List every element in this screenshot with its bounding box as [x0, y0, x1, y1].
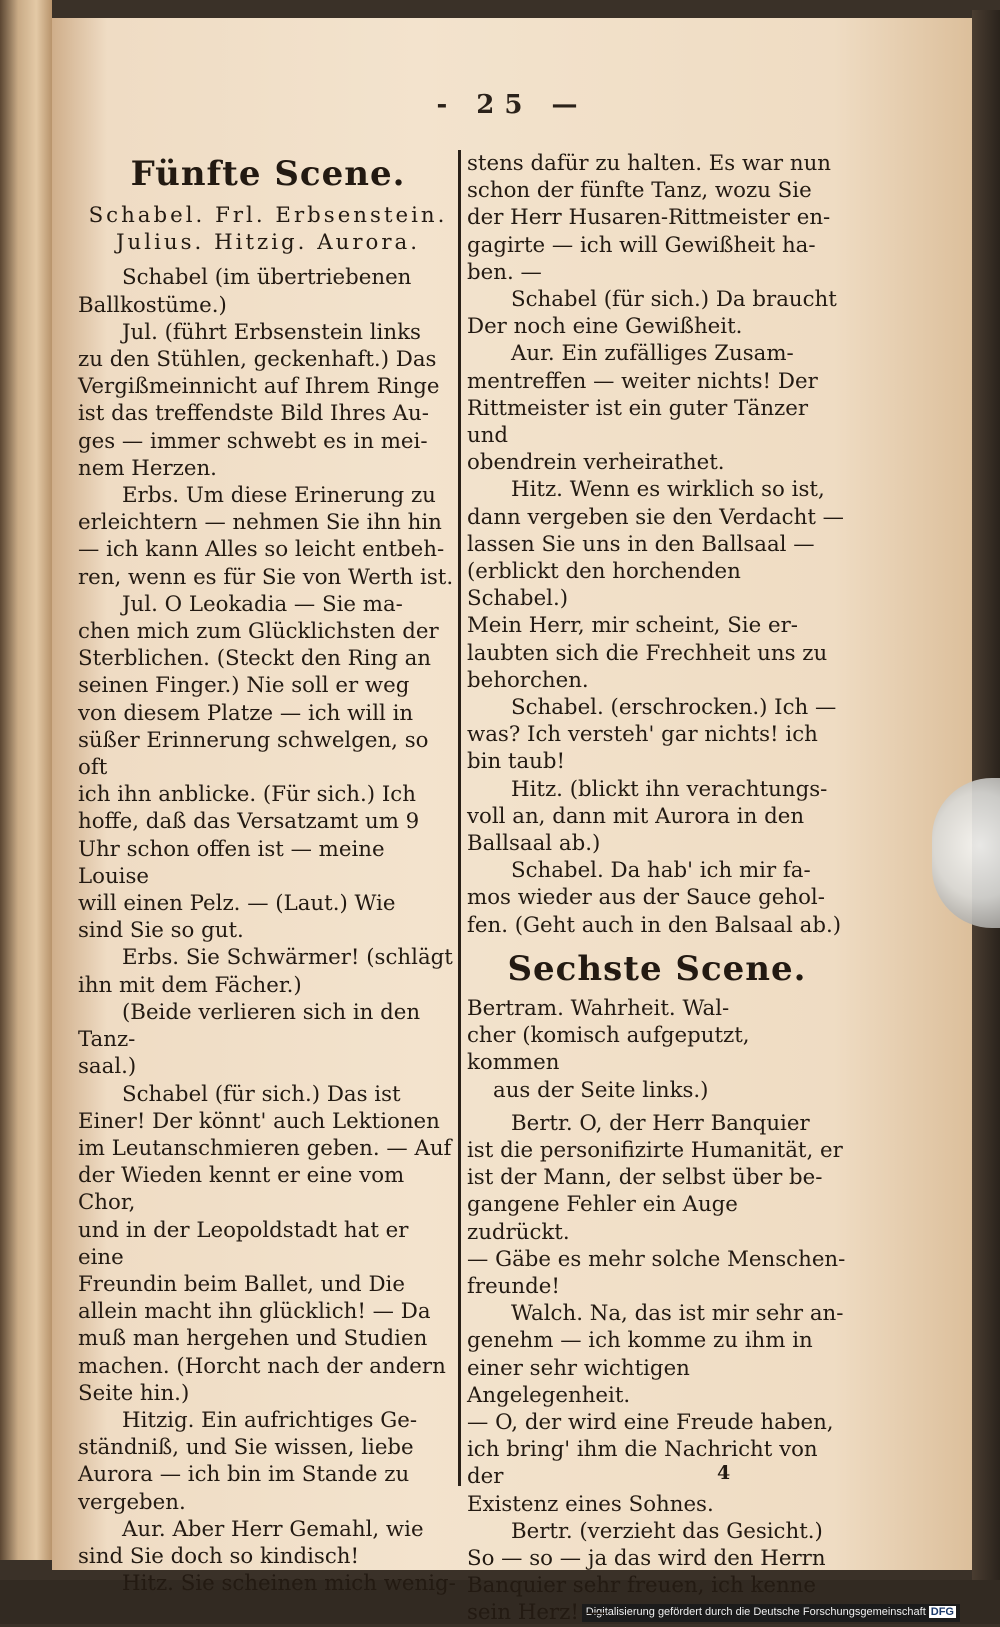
text-line: — ich kann Alles so leicht entbeh- [78, 537, 445, 563]
text-line: voll an, dann mit Aurora in den [467, 803, 805, 829]
text-line: Erbs. Um diese Erinerung zu [122, 483, 436, 509]
text-line: Hitzig. Ein aufrichtiges Ge- [122, 1407, 418, 1433]
text-line: sind Sie doch so kindisch! [78, 1543, 360, 1569]
text-line: (erblickt den horchenden Schabel.) [467, 559, 741, 612]
scene-title-fifth: Fünfte Scene. [130, 154, 406, 194]
text-line: Hitz. Sie scheinen mich wenig- [122, 1571, 456, 1597]
text-line: Aurora — ich bin im Stande zu [78, 1462, 410, 1488]
text-line: machen. (Horcht nach der andern [78, 1353, 446, 1379]
text-line: Schabel. (erschrocken.) Ich — [511, 695, 837, 721]
thumb-shadow [932, 778, 1000, 928]
right-text-lines-before [467, 150, 847, 939]
text-line: was? Ich versteh' gar nichts! ich [467, 722, 818, 748]
text-line: bin taub! [467, 749, 566, 775]
text-line: einer sehr wichtigen Angelegenheit. [467, 1355, 690, 1408]
text-line: Schabel (für sich.) Da braucht [511, 287, 837, 313]
text-line: — O, der wird eine Freude haben, [467, 1409, 834, 1435]
text-line: dann vergeben sie den Verdacht — [467, 504, 844, 530]
text-line: Erbs. Sie Schwärmer! (schlägt [122, 945, 453, 971]
text-line: Rittmeister ist ein guter Tänzer und [467, 395, 809, 449]
text-line: ihn mit dem Fächer.) [78, 972, 302, 998]
text-line: ich ihn anblicke. (Für sich.) Ich [78, 782, 416, 808]
text-line: mos wieder aus der Sauce gehol- [467, 885, 825, 911]
text-line: Aur. Aber Herr Gemahl, wie [122, 1516, 424, 1542]
text-line: schon der fünfte Tanz, wozu Sie [467, 178, 812, 204]
text-line: will einen Pelz. — (Laut.) Wie [78, 891, 396, 917]
text-line: allein macht ihn glücklich! — Da [78, 1299, 431, 1325]
text-line: Aur. Ein zufälliges Zusam- [511, 341, 794, 367]
text-line: ich bring' ihm die Nachricht von der [467, 1437, 818, 1490]
text-line: sein Herz! — [467, 1600, 608, 1626]
right-column [467, 150, 847, 1627]
text-line: ist die personifizirte Humanität, er [467, 1137, 843, 1163]
text-line: Freundin beim Ballet, und Die [78, 1271, 405, 1297]
text-line: laubten sich die Frechheit uns zu [467, 640, 828, 666]
text-line: ist der Mann, der selbst über be- [467, 1165, 823, 1191]
left-page-edge [0, 0, 52, 1560]
text-line: Hitz. (blickt ihn verachtungs- [511, 776, 828, 802]
text-line: saal.) [78, 1054, 137, 1080]
text-line: Der noch eine Gewißheit. [467, 314, 743, 340]
text-line: ständniß, und Sie wissen, liebe [78, 1435, 414, 1461]
text-line: Schabel. Da hab' ich mir fa- [511, 858, 811, 884]
text-line: obendrein verheirathet. [467, 450, 725, 476]
text-line: Vergißmeinnicht auf Ihrem Ringe [78, 374, 440, 400]
text-line: Ballkostüme.) [78, 292, 227, 318]
persons-line: Julius. Hitzig. Aurora. [116, 230, 420, 256]
text-line: stens dafür zu halten. Es war nun [467, 151, 832, 176]
left-column [78, 150, 458, 1597]
text-line: Einer! Der könnt' auch Lektionen [78, 1108, 440, 1134]
text-line: süßer Erinnerung schwelgen, so oft [78, 727, 429, 781]
text-line: Existenz eines Sohnes. [467, 1491, 714, 1517]
text-line: Jul. (führt Erbsenstein links [122, 319, 421, 345]
text-line: seinen Finger.) Nie soll er weg [78, 673, 410, 699]
text-line: Mein Herr, mir scheint, Sie er- [467, 613, 798, 639]
text-line: Banquier sehr freuen, ich kenne [467, 1573, 816, 1599]
text-line: Jul. O Leokadia — Sie ma- [122, 591, 403, 617]
text-line: Bertram. Wahrheit. Wal- [467, 995, 730, 1021]
text-line: fen. (Geht auch in den Balsaal ab.) [467, 912, 842, 938]
text-line: ben. — [467, 259, 542, 285]
text-line: Walch. Na, das ist mir sehr an- [511, 1301, 844, 1327]
text-line: von diesem Platze — ich will in [78, 700, 414, 726]
text-line: im Leutanschmieren geben. — Auf [78, 1135, 452, 1161]
text-line: Hitz. Wenn es wirklich so ist, [511, 477, 825, 503]
text-line: Sterblichen. (Steckt den Ring an [78, 646, 432, 672]
text-line: ren, wenn es für Sie von Werth ist. [78, 564, 454, 590]
text-line: chen mich zum Glücklichsten der [78, 619, 439, 645]
text-line: der Herr Husaren-Rittmeister en- [467, 205, 831, 231]
text-line: cher (komisch aufgeputzt, kommen [467, 1023, 750, 1076]
column-divider [458, 150, 461, 1486]
left-text-lines [78, 264, 458, 1597]
text-line: Schabel (im übertriebenen [122, 265, 412, 291]
text-line: Schabel (für sich.) Das ist [122, 1081, 401, 1107]
text-line: — Gäbe es mehr solche Menschen- [467, 1246, 846, 1272]
text-line: zu den Stühlen, geckenhaft.) Das [78, 347, 437, 373]
text-line: gangene Fehler ein Auge zudrückt. [467, 1192, 738, 1245]
text-line: Bertr. O, der Herr Banquier [511, 1110, 810, 1136]
text-line: vergeben. [78, 1489, 186, 1515]
page-number: - 25 — [436, 90, 588, 120]
sixth-scene-persons [467, 995, 847, 1104]
text-line: ist das treffendste Bild Ihres Au- [78, 401, 429, 427]
right-text-lines-after [467, 1110, 847, 1627]
text-line: (Beide verlieren sich in den Tanz- [78, 999, 421, 1053]
text-line: und in der Leopoldstadt hat er eine [78, 1217, 409, 1270]
credit-text: Digitalisierung gefördert durch die Deutsche Forschungsgemeinschaft [585, 1606, 926, 1618]
text-line: ges — immer schwebt es in mei- [78, 428, 428, 454]
text-line: gagirte — ich will Gewißheit ha- [467, 232, 816, 258]
text-line: lassen Sie uns in den Ballsaal — [467, 531, 815, 557]
text-line: freunde! [467, 1273, 560, 1299]
text-line: Uhr schon offen ist — meine Louise [78, 836, 385, 889]
persons-line: Schabel. Frl. Erbsenstein. [88, 203, 448, 228]
text-line: hoffe, daß das Versatzamt um 9 [78, 809, 420, 835]
dfg-logo: DFG [930, 1606, 954, 1618]
text-line: aus der Seite links.) [493, 1077, 709, 1103]
text-line: nem Herzen. [78, 455, 217, 481]
text-line: Ballsaal ab.) [467, 831, 601, 857]
text-line: mentreffen — weiter nichts! Der [467, 368, 818, 394]
text-line: behorchen. [467, 667, 589, 693]
text-line: der Wieden kennt er eine vom Chor, [78, 1163, 405, 1216]
text-line: sind Sie so gut. [78, 918, 244, 944]
text-line: erleichtern — nehmen Sie ihn hin [78, 510, 442, 536]
text-line: muß man hergehen und Studien [78, 1326, 428, 1352]
signature-mark: 4 [717, 1462, 731, 1484]
scene-title-sixth: Sechste Scene. [507, 948, 807, 989]
text-line: Seite hin.) [78, 1380, 190, 1406]
text-line: Bertr. (verzieht das Gesicht.) [511, 1518, 823, 1544]
text-line: genehm — ich komme zu ihm in [467, 1328, 813, 1354]
text-line: So — so — ja das wird den Herrn [467, 1545, 826, 1571]
